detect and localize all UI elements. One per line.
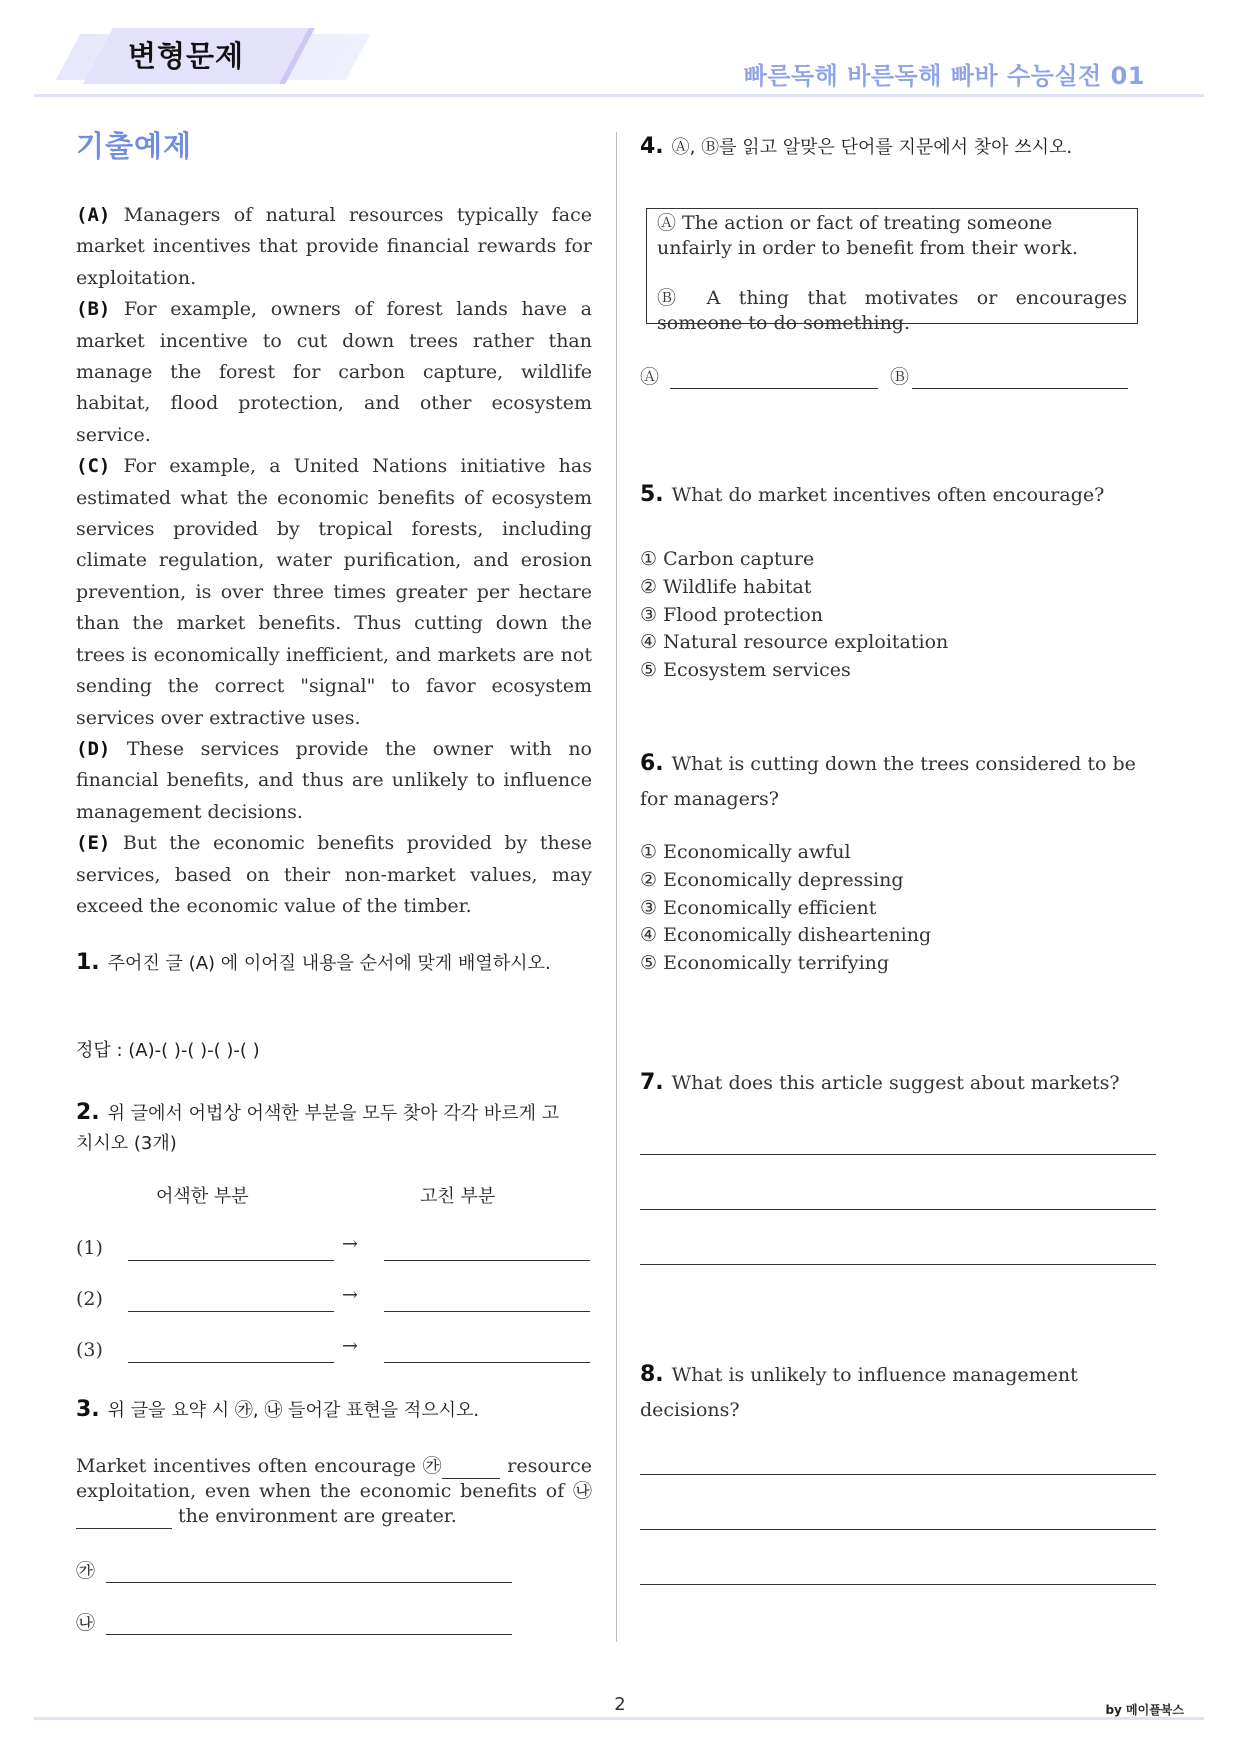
definition-b: Ⓑ A thing that motivates or encourages someone to do something. — [657, 287, 1127, 334]
paragraph-label: (C) — [76, 455, 111, 478]
paragraph-text: But the economic benefits provided by these services, based on their non-market values, may exceed the economic value of the timber. — [76, 832, 592, 917]
header-title: 빠른독해 바른독해 빠바 수능실전 01 — [743, 62, 1145, 90]
definition-a: Ⓐ The action or fact of treating someone unfairly in order to benefit from their work. — [657, 212, 1078, 259]
question-number: 1. — [76, 950, 100, 975]
q5-options — [640, 546, 948, 685]
option-item[interactable]: ③ Flood protection — [640, 603, 824, 626]
paragraph-label: (A) — [76, 204, 111, 226]
q7-answer-line[interactable] — [640, 1154, 1156, 1155]
footer-divider — [34, 1717, 1204, 1720]
summary-text: the environment are greater. — [172, 1505, 457, 1527]
summary-text: Market incentives often encourage ㉮ — [76, 1455, 443, 1477]
option-item[interactable]: ① Economically awful — [640, 841, 851, 863]
question-text: 주어진 글 (A) 에 이어질 내용을 순서에 맞게 배열하시오. — [107, 953, 551, 974]
question-number: 6. — [640, 751, 664, 776]
question-5 — [640, 480, 1160, 510]
q2-awkward-blank[interactable] — [128, 1260, 334, 1261]
passage-paragraph-a — [76, 200, 592, 294]
question-number: 4. — [640, 134, 664, 159]
question-number: 7. — [640, 1070, 664, 1095]
option-item[interactable]: ① Carbon capture — [640, 548, 815, 570]
option-item[interactable]: ④ Natural resource exploitation — [640, 631, 949, 654]
question-3 — [76, 1395, 592, 1426]
answer-label-b: Ⓑ — [890, 366, 910, 388]
q2-col-awkward: 어색한 부분 — [156, 1186, 249, 1207]
q8-answer-line[interactable] — [640, 1474, 1156, 1475]
question-text: Ⓐ, Ⓑ를 읽고 알맞은 단어를 지문에서 찾아 쓰시오. — [671, 137, 1073, 158]
q2-col-corrected: 고친 부분 — [420, 1186, 496, 1207]
summary-blank-b[interactable] — [76, 1506, 172, 1529]
summary-text: resource exploitation, even when the economic benefits of — [76, 1455, 593, 1502]
q3-summary — [76, 1454, 592, 1529]
header-tag: 변형문제 — [128, 39, 245, 73]
option-item[interactable]: ④ Economically disheartening — [640, 924, 932, 947]
q8-answer-line[interactable] — [640, 1529, 1156, 1530]
question-6 — [640, 746, 1150, 817]
q3-answer-b-line[interactable] — [106, 1634, 512, 1635]
definition-box — [646, 208, 1138, 334]
q3-answer-a-line[interactable] — [106, 1582, 512, 1583]
q2-awkward-blank[interactable] — [128, 1311, 334, 1312]
passage-paragraph-e — [76, 828, 592, 922]
question-2 — [76, 1098, 576, 1159]
q2-corrected-blank[interactable] — [384, 1311, 590, 1312]
summary-blank-a[interactable] — [442, 1456, 500, 1479]
q2-awkward-blank[interactable] — [128, 1362, 334, 1363]
question-1 — [76, 948, 592, 979]
option-item[interactable]: ⑤ Ecosystem services — [640, 659, 851, 682]
question-number: 2. — [76, 1100, 100, 1125]
q6-options — [640, 839, 931, 978]
q2-row-label: (1) — [76, 1237, 103, 1259]
arrow-icon: → — [342, 1335, 358, 1357]
blank-label-b: ㉯ — [76, 1612, 96, 1634]
question-8 — [640, 1357, 1110, 1428]
paragraph-text: For example, owners of forest lands have a market incentive to cut down trees rather than manage the forest for carbon capture, wildlife habitat, flood protection, and other ecosystem service. — [76, 298, 592, 446]
summary-label: ㉯ — [572, 1480, 592, 1502]
q7-answer-line[interactable] — [640, 1264, 1156, 1265]
q8-answer-line[interactable] — [640, 1584, 1156, 1585]
section-title: 기출예제 — [76, 129, 193, 163]
option-item[interactable]: ⑤ Economically terrifying — [640, 952, 890, 975]
question-text: 위 글을 요약 시 ㉮, ㉯ 들어갈 표현을 적으시오. — [107, 1400, 480, 1421]
option-item[interactable]: ② Wildlife habitat — [640, 575, 812, 598]
q1-answer-line[interactable]: 정답 : (A)-( )-( )-( )-( ) — [76, 1040, 260, 1061]
option-item[interactable]: ② Economically depressing — [640, 868, 904, 891]
arrow-icon: → — [342, 1284, 358, 1306]
option-item[interactable]: ③ Economically efficient — [640, 896, 877, 919]
column-divider — [616, 132, 617, 1642]
q4-answer-a-line[interactable] — [670, 388, 878, 389]
paragraph-text: For example, a United Nations initiative has estimated what the economic benefits of ecosystem services provided by tropical forests, including climate regulation, water purification, and erosion prevention, is over three times greater per hectare than the market benefits. Thus cutting down the trees is economically inefficient, and markets are not sending the correct "signal" to favor ecosystem services over extractive uses. — [76, 455, 592, 729]
question-number: 3. — [76, 1397, 100, 1422]
question-4 — [640, 132, 1160, 163]
question-number: 5. — [640, 482, 664, 507]
publisher-byline: by 메이플북스 — [1105, 1703, 1184, 1717]
paragraph-label: (B) — [76, 298, 111, 321]
question-number: 8. — [640, 1362, 664, 1387]
passage-paragraph-b — [76, 294, 592, 451]
q2-row-label: (2) — [76, 1288, 103, 1310]
question-text: What does this article suggest about markets? — [671, 1072, 1120, 1094]
q7-answer-line[interactable] — [640, 1209, 1156, 1210]
question-text: What do market incentives often encourage? — [671, 484, 1105, 506]
paragraph-label: (E) — [76, 832, 111, 855]
answer-label-a: Ⓐ — [640, 366, 660, 388]
q2-corrected-blank[interactable] — [384, 1260, 590, 1261]
header-divider — [34, 94, 1204, 97]
q2-row-label: (3) — [76, 1339, 103, 1361]
page-number: 2 — [614, 1694, 626, 1715]
paragraph-text: Managers of natural resources typically face market incentives that provide financial rewards for exploitation. — [76, 204, 592, 289]
paragraph-label: (D) — [76, 737, 111, 760]
question-text: What is unlikely to influence management decisions? — [640, 1364, 1078, 1421]
passage-paragraph-c — [76, 451, 592, 734]
blank-label-a: ㉮ — [76, 1560, 96, 1582]
arrow-icon: → — [342, 1233, 358, 1255]
paragraph-text: These services provide the owner with no financial benefits, and thus are unlikely to influence management decisions. — [76, 737, 592, 823]
passage-paragraph-d — [76, 734, 592, 828]
question-text: What is cutting down the trees considered to be for managers? — [640, 753, 1136, 810]
q4-answer-b-line[interactable] — [912, 388, 1128, 389]
question-text: 위 글에서 어법상 어색한 부분을 모두 찾아 각각 바르게 고치시오 (3개) — [76, 1103, 560, 1154]
question-7 — [640, 1068, 1160, 1098]
passage — [76, 200, 592, 922]
q2-corrected-blank[interactable] — [384, 1362, 590, 1363]
